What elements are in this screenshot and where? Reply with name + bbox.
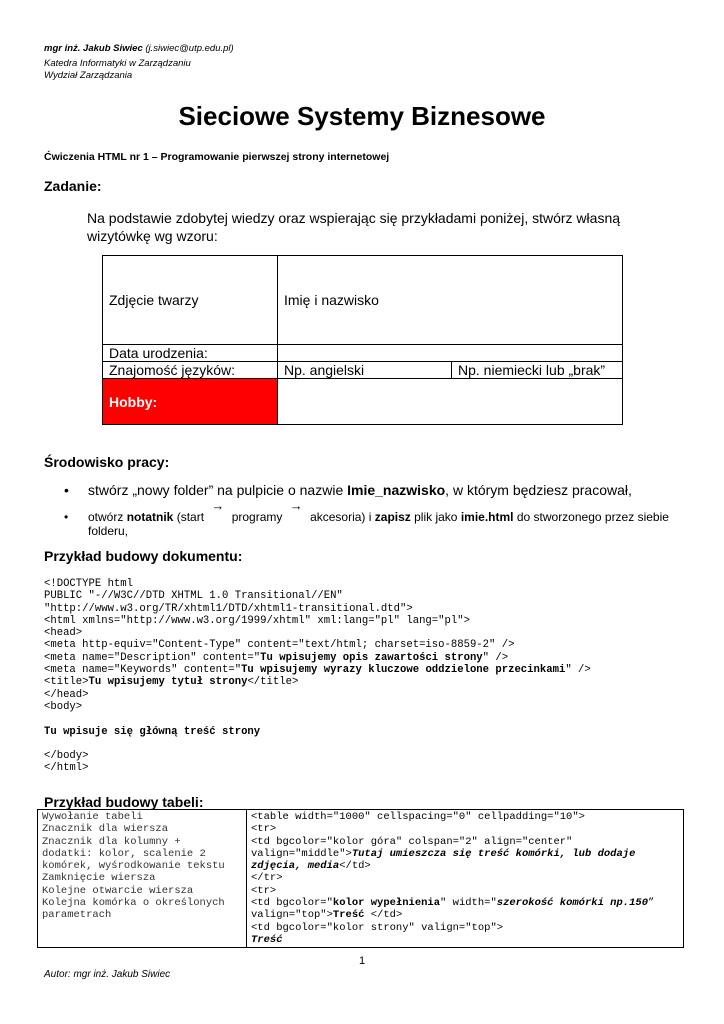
department: Katedra Informatyki w Zarządzaniu [44, 58, 191, 69]
page-number: 1 [358, 955, 366, 967]
bullet-icon: • [64, 482, 69, 498]
card-lang2-cell: Np. niemiecki lub „brak” [452, 362, 623, 379]
table-example-heading: Przykład budowy tabeli: [44, 794, 204, 810]
card-name-cell: Imię i nazwisko [278, 256, 623, 345]
card-hobby-cell: Hobby: [103, 379, 278, 425]
task-heading: Zadanie: [44, 178, 102, 194]
card-languages-cell: Znajomość języków: [103, 362, 278, 379]
doc-example-heading: Przykład budowy dokumentu: [44, 548, 243, 564]
table-example [37, 809, 684, 948]
page-title: Sieciowe Systemy Biznesowe [178, 101, 546, 131]
card-photo-cell: Zdjęcie twarzy [103, 256, 278, 345]
list-item: • stwórz „nowy folder” na pulpicie o nazwie Imie_nazwisko, w którym będziesz pracował, [64, 482, 632, 498]
bullet-icon: • [64, 510, 69, 524]
list-item: • otwórz notatnik (start → programy → akcesoria) i zapisz plik jako imie.html do stworzonego przez siebie folderu, [64, 498, 669, 538]
environment-heading: Środowisko pracy: [44, 454, 170, 470]
faculty: Wydział Zarządzania [44, 70, 133, 81]
table-example-code: <table width="1000" cellspacing="0" cellpadding="10"> <tr> <td bgcolor="kolor góra" colspan="2" align="center" valign="middle">Tutaj umieszcza się treść komórki, lub dodaje zdjęcia, media</td> </tr> <tr> <td bgcolor="kolor wypełnienia" width="szerokość komórki np.150” valign="top">Treść </td> <td bgcolor="kolor strony" valign="top"> Treść [247, 810, 684, 948]
arrow-right-icon: → [211, 498, 225, 513]
author-name: mgr inż. Jakub Siwiec [44, 43, 143, 54]
arrow-right-icon: → [289, 498, 303, 513]
card-birth-value [278, 345, 623, 362]
task-text: Na podstawie zdobytej wiedzy oraz wspierając się przykładami poniżej, stwórz własną wizytówkę wg wzoru: [87, 210, 621, 244]
card-hobby-value [278, 379, 623, 425]
environment-list [44, 482, 684, 538]
table-example-descriptions: Wywołanie tabeli Znacznik dla wiersza Znacznik dla kolumny + dodatki: kolor, scalenie 2 komórek, wyśrodkowanie tekstu Zamknięcie wiersza Kolejne otwarcie wiersza Kolejna komórka o określonych parametrach [38, 810, 247, 948]
page-subtitle: Ćwiczenia HTML nr 1 – Programowanie pierwszej strony internetowej [44, 151, 390, 163]
card-lang1-cell: Np. angielski [278, 362, 452, 379]
card-birth-cell: Data urodzenia: [103, 345, 278, 362]
business-card-template [102, 255, 623, 425]
author-email: (j.siwiec@utp.edu.pl) [145, 43, 234, 54]
doc-example-code: <!DOCTYPE html PUBLIC "-//W3C//DTD XHTML 1.0 Transitional//EN" "http://www.w3.org/TR/xhtml1/DTD/xhtml1-transitional.dtd"> <html xmlns="http://www.w3.org/1999/xhtml" xml:lang="pl" lang="pl"> <head> <meta http-equiv="Content-Type" content="text/html; charset=iso-8859-2" /> <meta name="Description" content="Tu wpisujemy opis zawartości strony" /> <meta name="Keywords" content="Tu wpisujemy wyrazy kluczowe oddzielone przecinkami" /> <title>Tu wpisujemy tytuł strony</title> </head> <body> Tu wpisuje się główną treść strony </body> </html> [44, 578, 591, 775]
footer-author: Autor: mgr inż. Jakub Siwiec [44, 969, 171, 980]
author-line [44, 43, 234, 55]
